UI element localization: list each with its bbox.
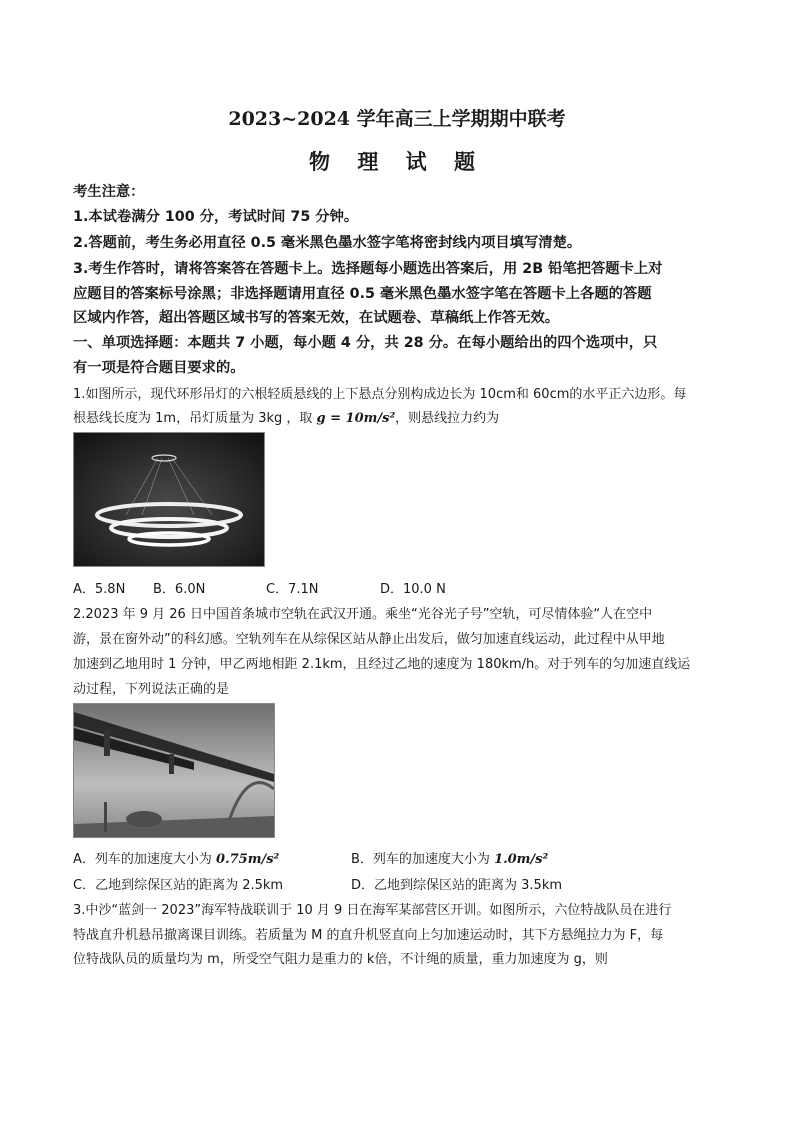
notice-item: 区域内作答，超出答题区域书写的答案无效，在试题卷、草稿纸上作答无效。 xyxy=(73,310,560,326)
monorail-photo xyxy=(73,703,275,838)
q2-stem: 加速到乙地用时 1 分钟，甲乙两地相距 2.1km，且经过乙地的速度为 180km/h。对于列车的匀加速直线运 xyxy=(73,657,691,672)
q2-option-b-text: B．列车的加速度大小为 xyxy=(351,852,495,867)
notice-item: 1.本试卷满分 100 分，考试时间 75 分钟。 xyxy=(73,209,359,225)
q3-stem: 位特战队员的质量均为 m，所受空气阻力是重力的 k倍，不计绳的质量，重力加速度为 g，则 xyxy=(73,952,608,967)
q2-stem: 动过程，下列说法正确的是 xyxy=(73,682,230,697)
q2-option-b-formula: 1.0m/s² xyxy=(494,852,549,867)
section-heading: 一、单项选择题：本题共 7 小题，每小题 4 分，共 28 分。在每小题给出的四个选项中，只 xyxy=(73,335,658,351)
q1-option-a: A．5.8N xyxy=(73,582,126,597)
section-heading-cont: 有一项是符合题目要求的。 xyxy=(73,360,245,376)
q2-stem: 2.2023 年 9 月 26 日中国首条城市空轨在武汉开通。乘坐“光谷光子号”空轨，可尽情体验“人在空中 xyxy=(73,607,653,622)
q1-option-c: C．7.1N xyxy=(266,582,319,597)
q2-option-a-formula: 0.75m/s² xyxy=(216,852,280,867)
monorail-illustration xyxy=(74,704,274,837)
q1-stem-line2 xyxy=(73,407,499,426)
exam-title: 2023~2024 学年高三上学期期中联考 xyxy=(228,108,566,130)
chandelier-photo xyxy=(73,432,265,567)
q1-stem-text: ，则悬线拉力约为 xyxy=(395,411,500,426)
q2-option-b xyxy=(351,848,548,867)
q3-stem: 3.中沙“蓝剑一 2023”海军特战联训于 10 月 9 日在海军某部营区开训。如图所示，六位特战队员在进行 xyxy=(73,903,672,918)
q1-option-d: D．10.0 N xyxy=(380,582,446,597)
q2-option-d: D．乙地到综保区站的距离为 3.5km xyxy=(351,878,563,893)
q1-formula: g = 10m/s² xyxy=(316,411,396,426)
q3-stem: 特战直升机悬吊撤离课目训练。若质量为 M 的直升机竖直向上匀加速运动时，其下方悬绳拉力为 F，每 xyxy=(73,928,664,943)
notice-heading: 考生注意： xyxy=(73,184,145,200)
q1-option-b: B．6.0N xyxy=(153,582,206,597)
q1-stem-text: 根悬线长度为 1m，吊灯质量为 3kg ，取 xyxy=(73,411,317,426)
q2-stem: 游，景在窗外动”的科幻感。空轨列车在从综保区站从静止出发后，做匀加速直线运动，此过程中从甲地 xyxy=(73,632,665,647)
chandelier-illustration xyxy=(74,433,264,566)
q2-option-a-text: A．列车的加速度大小为 xyxy=(73,852,217,867)
notice-item: 2.答题前，考生务必用直径 0.5 毫米黑色墨水签字笔将密封线内项目填写清楚。 xyxy=(73,235,582,251)
notice-item: 应题目的答案标号涂黑；非选择题请用直径 0.5 毫米黑色墨水签字笔在答题卡上各题的答题 xyxy=(73,286,652,302)
subject-title: 物 理 试 题 xyxy=(309,149,485,174)
q2-option-c: C．乙地到综保区站的距离为 2.5km xyxy=(73,878,284,893)
notice-item: 3.考生作答时，请将答案答在答题卡上。选择题每小题选出答案后，用 2B 铅笔把答题卡上对 xyxy=(73,261,663,277)
q1-stem: 1.如图所示，现代环形吊灯的六根轻质悬线的上下悬点分别构成边长为 10cm和 60cm的水平正六边形。每 xyxy=(73,387,687,402)
q2-option-a xyxy=(73,848,279,867)
